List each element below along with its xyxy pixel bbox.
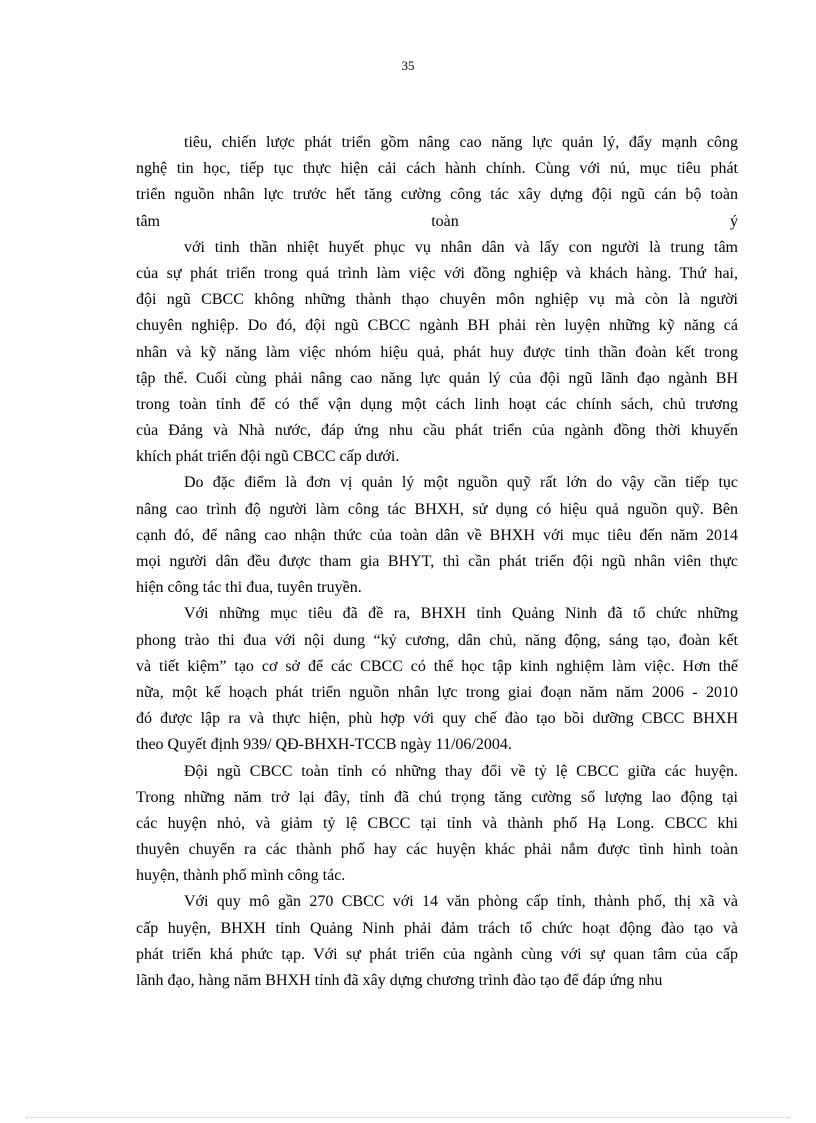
- text-line: Trong những năm trở lại đây, tỉnh đã chú trọng tăng cường số lượng lao động tại: [136, 788, 738, 806]
- spread-word: ý: [729, 212, 738, 230]
- document-body: [136, 130, 738, 994]
- text-line: tiêu, chiến lược phát triển gồm nâng cao năng lực quản lý, đẩy mạnh công: [184, 134, 738, 151]
- spread-word: tâm: [136, 212, 160, 230]
- text-line: triển nguồn nhân lực trước hết tăng cường công tác xây dựng đội ngũ cán bộ toàn: [136, 186, 738, 204]
- text-line: và tiết kiệm” tạo cơ sở để các CBCC có thể học tập kinh nghiệm làm việc. Hơn thế: [136, 657, 738, 675]
- text-line: Do đặc điểm là đơn vị quản lý một nguồn quỹ rất lớn do vậy cần tiếp tục: [184, 474, 738, 492]
- text-line: nghệ tin học, tiếp tục thực hiện cải cách hành chính. Cùng với nú, mục tiêu phát: [136, 160, 738, 178]
- text-line: của sự phát triển trong quá trình làm việc với đồng nghiệp và khách hàng. Thứ hai,: [136, 264, 738, 282]
- text-line: lãnh đạo, hàng năm BHXH tỉnh đã xây dựng chương trình đào tạo để đáp ứng nhu: [136, 972, 663, 989]
- paragraph: [136, 470, 738, 601]
- text-line: với tinh thần nhiệt huyết phục vụ nhân dân và lấy con người là trung tâm: [184, 238, 738, 256]
- text-line: thuyên chuyển ra các thành phố hay các huyện khác phải nắm được tình hình toàn: [136, 841, 738, 859]
- text-line: đó được lập ra và thực hiện, phù hợp với quy chế đào tạo bồi dưỡng CBCC BHXH: [136, 710, 738, 728]
- paragraph: [136, 130, 738, 209]
- text-line: Đội ngũ CBCC toàn tỉnh có những thay đổi về tỷ lệ CBCC giữa các huyện.: [184, 762, 738, 780]
- text-line: huyện, thành phố mình công tác.: [136, 867, 346, 885]
- text-line: hiện công tác thi đua, tuyên truyền.: [136, 579, 362, 597]
- text-line: đội ngũ CBCC không những thành thạo chuyên môn nghiệp vụ mà còn là người: [136, 291, 738, 309]
- text-line: chuyên nghiệp. Do đó, đội ngũ CBCC ngành BH phải rèn luyện những kỹ năng cá: [136, 317, 738, 335]
- paragraph: [136, 889, 738, 994]
- text-line: nhân và kỹ năng làm việc nhóm hiệu quả, phát huy được tinh thần đoàn kết trong: [136, 343, 738, 361]
- text-line: khích phát triển đội ngũ CBCC cấp dưới.: [136, 448, 400, 466]
- text-line: nữa, một kế hoạch phát triển nguồn nhân lực trong giai đoạn năm năm 2006 - 2010: [136, 683, 738, 701]
- text-line: Với quy mô gần 270 CBCC với 14 văn phòng cấp tỉnh, thành phố, thị xã và: [184, 893, 738, 911]
- text-line: nâng cao trình độ người làm công tác BHXH, sử dụng có hiệu quả nguồn quỹ. Bên: [136, 500, 738, 518]
- text-line: phát triển khá phức tạp. Với sự phát triển của ngành cùng với sự quan tâm của cấp: [136, 945, 738, 963]
- paragraph: [136, 601, 738, 758]
- text-line: cấp huyện, BHXH tỉnh Quảng Ninh phải đảm trách tổ chức hoạt động đào tạo và: [136, 919, 738, 937]
- spread-word: toàn: [431, 212, 459, 230]
- page-number: 35: [401, 58, 415, 73]
- text-line: của Đảng và Nhà nước, đáp ứng nhu cầu phát triển của ngành đồng thời khuyến: [136, 422, 738, 440]
- text-line: mọi người dân đều được tham gia BHYT, thì cần phát triển đội ngũ nhân viên thực: [136, 553, 738, 570]
- paragraph: [136, 759, 738, 890]
- text-line: phong trào thi đua với nội dung “kỷ cương, dân chủ, năng động, sáng tạo, đoàn kết: [136, 631, 738, 649]
- text-line: Với những mục tiêu đã đề ra, BHXH tỉnh Quảng Ninh đã tổ chức những: [184, 605, 738, 623]
- text-line: các huyện nhỏ, và giảm tỷ lệ CBCC tại tỉnh và thành phố Hạ Long. CBCC khi: [136, 814, 738, 832]
- paragraph: [136, 235, 738, 471]
- text-line: tập thể. Cuối cùng phải nâng cao năng lực quản lý của đội ngũ lãnh đạo ngành BH: [136, 369, 738, 387]
- spread-line: [136, 209, 738, 235]
- text-line: cạnh đó, để nâng cao nhận thức của toàn dân về BHXH với mục tiêu đến năm 2014: [136, 526, 738, 544]
- text-line: theo Quyết định 939/ QĐ-BHXH-TCCB ngày 11/06/2004.: [136, 736, 512, 754]
- page-bottom-border: [26, 1117, 790, 1118]
- text-line: trong toàn tỉnh để có thể vận dụng một cách linh hoạt các chính sách, chủ trương: [136, 395, 738, 413]
